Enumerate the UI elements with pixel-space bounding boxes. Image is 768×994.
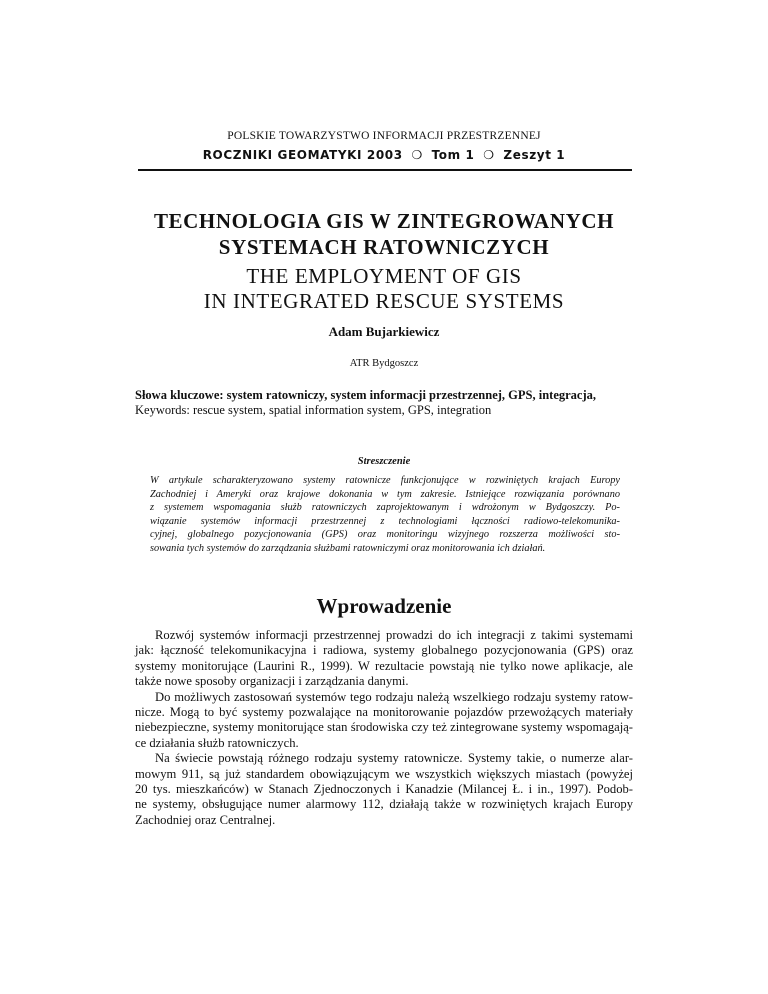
body-line: Rozwój systemów informacji przestrzennej prowadzi do ich integracji z takimi systemami: [155, 628, 633, 642]
journal-line: [0, 148, 768, 162]
journal-name: ROCZNIKI GEOMATYKI 2003: [202, 148, 403, 162]
author-name: Adam Bujarkiewicz: [328, 324, 440, 339]
body-line: 20 tys. mieszkańców) w Stanach Zjednoczonych i Kanadzie (Milancej Ł. i in., 1997). Podob-: [135, 782, 633, 797]
body-line: Zachodniej oraz Centralnej.: [135, 812, 276, 827]
body-line: nicze. Mogą to być systemy pozwalające na monitorowanie pojazdów przewożących materiały: [135, 705, 633, 720]
society-name: POLSKIE TOWARZYSTWO INFORMACJI PRZESTRZENNEJ: [227, 130, 541, 142]
title-english: [0, 264, 768, 314]
body-line: jak: łączność telekomunikacyjna i radiowa, systemy globalnego pozycjonowania (GPS) oraz: [135, 643, 633, 658]
keywords-block: [135, 388, 655, 418]
issue-label: Zeszyt 1: [503, 148, 566, 162]
keywords-english: Keywords: rescue system, spatial information system, GPS, integration: [135, 403, 492, 417]
separator-circle-icon: ❍: [411, 148, 423, 162]
title-english-line: THE EMPLOYMENT OF GIS: [246, 264, 522, 288]
body-text: [135, 628, 633, 828]
abstract-line: z systemem wspomagania służb ratowniczych zaprojektowanym i wdrożonym w Bydgoszczy. Po-: [150, 502, 620, 514]
abstract-line: wiązanie systemów informacji przestrzennej z technologiami łączności radiowo-telekomunika-: [150, 515, 620, 527]
body-line: Na świecie powstają różnego rodzaju systemy ratownicze. Systemy takie, o numerze alar-: [155, 751, 633, 766]
abstract-body: [150, 474, 620, 556]
body-line: systemy monitorujące (Laurini R., 1999). W rezultacie powstają nie tylko nowe aplikacje, ale: [135, 658, 633, 673]
abstract-line: cyjnej, globalnego pozycjonowania (GPS) oraz monitoringu wizyjnego rozszerza możliwości sto-: [150, 529, 620, 541]
abstract-line: W artykule scharakteryzowano systemy ratownicze funkcjonujące w rozwiniętych krajach Europy: [150, 475, 620, 486]
body-line: ce działania służb ratowniczych.: [135, 735, 299, 750]
body-line: ne systemy, obsługujące numer alarmowy 112, działają także w rozwiniętych krajach Europy: [135, 797, 633, 812]
header-rule: [138, 169, 632, 171]
title-polish-line: SYSTEMACH RATOWNICZYCH: [218, 235, 550, 259]
title-polish-line: TECHNOLOGIA GIS W ZINTEGROWANYCH: [153, 209, 615, 233]
body-line: mowym 911, są już standardem obowiązującym we wszystkich większych miastach (powyżej: [135, 766, 633, 781]
author-affiliation: ATR Bydgoszcz: [349, 358, 419, 369]
separator-circle-icon: ❍: [483, 148, 495, 162]
body-line: niebezpieczne, systemy monitorujące stan środowiska czy też zintegrowane systemy wspomagają-: [135, 720, 633, 735]
abstract-line: sowania tych systemów do zarządzania służbami ratowniczymi oraz monitorowania ich działań.: [150, 542, 546, 554]
abstract-line: Zachodniej i Ameryki oraz krajowe dokonania w tym zakresie. Istniejące rozwiązania porównano: [150, 488, 620, 500]
volume-label: Tom 1: [431, 148, 475, 162]
title-english-line: IN INTEGRATED RESCUE SYSTEMS: [203, 289, 565, 313]
abstract-heading: Streszczenie: [357, 456, 411, 467]
body-line: także nowe sposoby organizacji i zarządzania danymi.: [135, 674, 409, 689]
keywords-polish: Słowa kluczowe: system ratowniczy, system informacji przestrzennej, GPS, integracja,: [135, 388, 597, 402]
section-heading: Wprowadzenie: [316, 594, 452, 618]
title-polish: [0, 208, 768, 260]
body-line: Do możliwych zastosowań systemów tego rodzaju należą wszelkiego rodzaju systemy ratow-: [155, 689, 633, 704]
